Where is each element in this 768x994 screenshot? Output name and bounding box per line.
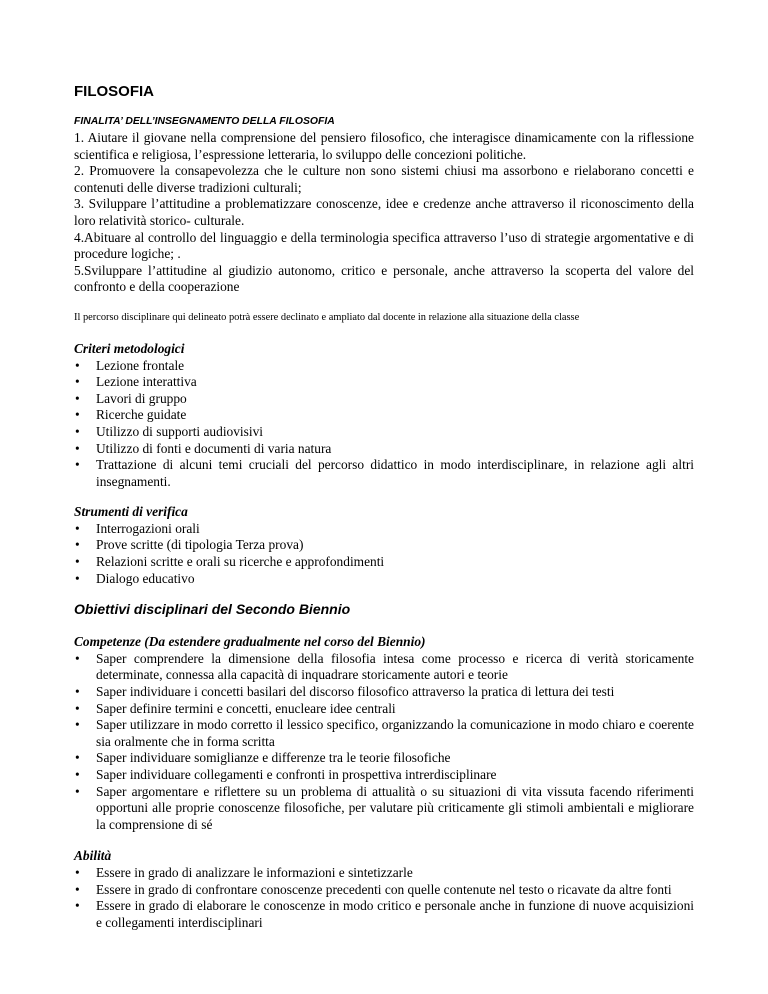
list-item: • Essere in grado di confrontare conoscenze precedenti con quelle contenute nel testo o ricavate da altre fonti xyxy=(74,882,694,899)
list-item: • Dialogo educativo xyxy=(74,571,694,588)
criteri-list xyxy=(74,358,694,491)
strumenti-heading: Strumenti di verifica xyxy=(74,504,188,520)
finalita-item-5: 5.Sviluppare l’attitudine al giudizio autonomo, critico e personale, anche attraverso la scoperta del valore del confronto e della cooperazione xyxy=(74,262,694,295)
list-item: • Utilizzo di supporti audiovisivi xyxy=(74,424,694,441)
list-item: • Relazioni scritte e orali su ricerche e approfondimenti xyxy=(74,554,694,571)
list-item: • Saper argomentare e riflettere su un problema di attualità o su situazioni di vita vissuta facendo riferimenti opportuni alle proprie conoscenze filosofiche, per valutare più criticamente gli stimoli ambientali e migliorare la comprensione di sé xyxy=(74,784,694,834)
note-text: Il percorso disciplinare qui delineato potrà essere declinato e ampliato dal docente in relazione alla situazione della classe xyxy=(74,311,580,323)
document-content xyxy=(74,83,694,931)
page-title: FILOSOFIA xyxy=(74,83,154,100)
list-item: • Lezione interattiva xyxy=(74,374,694,391)
finalita-item-1: 1. Aiutare il giovane nella comprensione del pensiero filosofico, che interagisce dinamicamente con la riflessione scientifica e religiosa, l’espressione letteraria, lo sviluppo delle concezioni politiche. xyxy=(74,130,694,162)
obiettivi-heading: Obiettivi disciplinari del Secondo Biennio xyxy=(74,601,351,618)
list-item: • Essere in grado di elaborare le conoscenze in modo critico e personale anche in funzione di nuove acquisizioni e collegamenti interdisciplinari xyxy=(74,898,694,931)
list-item: • Saper definire termini e concetti, enucleare idee centrali xyxy=(74,701,694,718)
list-item: • Saper individuare collegamenti e confronti in prospettiva intrerdisciplinare xyxy=(74,767,694,784)
competenze-list xyxy=(74,651,694,834)
competenze-heading: Competenze (Da estendere gradualmente nel corso del Biennio) xyxy=(74,634,426,650)
abilita-heading: Abilità xyxy=(74,848,112,864)
list-item: • Saper utilizzare in modo corretto il lessico specifico, organizzando la comunicazione in modo chiaro e coerente sia oralmente che in forma scritta xyxy=(74,717,694,750)
finalita-item-4: 4.Abituare al controllo del linguaggio e della terminologia specifica attraverso l’uso di strategie argomentative e di procedure logiche; . xyxy=(74,229,694,262)
finalita-item-2: 2. Promuovere la consapevolezza che le culture non sono sistemi chiusi ma assorbono e rielaborano concetti e contenuti delle diverse tradizioni culturali; xyxy=(74,163,694,195)
abilita-list xyxy=(74,865,694,931)
list-item: • Prove scritte (di tipologia Terza prova) xyxy=(74,537,694,554)
list-item: • Ricerche guidate xyxy=(74,407,694,424)
list-item: • Lavori di gruppo xyxy=(74,391,694,408)
list-item: • Lezione frontale xyxy=(74,358,694,375)
list-item: • Trattazione di alcuni temi cruciali del percorso didattico in modo interdisciplinare, in relazione agli altri insegnamenti. xyxy=(74,457,694,490)
list-item: • Essere in grado di analizzare le informazioni e sintetizzarle xyxy=(74,865,694,882)
strumenti-list xyxy=(74,521,694,587)
list-item: • Saper individuare i concetti basilari del discorso filosofico attraverso la pratica di lettura dei testi xyxy=(74,684,694,701)
list-item: • Saper individuare somiglianze e differenze tra le teorie filosofiche xyxy=(74,750,694,767)
finalita-heading: FINALITA’ DELL’INSEGNAMENTO DELLA FILOSOFIA xyxy=(74,116,335,127)
criteri-heading: Criteri metodologici xyxy=(74,340,185,356)
list-item: • Interrogazioni orali xyxy=(74,521,694,538)
list-item: • Utilizzo di fonti e documenti di varia natura xyxy=(74,441,694,458)
finalita-item-3: 3. Sviluppare l’attitudine a problematizzare conoscenze, idee e credenze anche attraverso il riconoscimento della loro relatività storico- culturale. xyxy=(74,196,694,228)
list-item: • Saper comprendere la dimensione della filosofia intesa come processo e ricerca di verità storicamente determinate, connessa alla capacità di inquadrare storicamente autori e teorie xyxy=(74,651,694,684)
